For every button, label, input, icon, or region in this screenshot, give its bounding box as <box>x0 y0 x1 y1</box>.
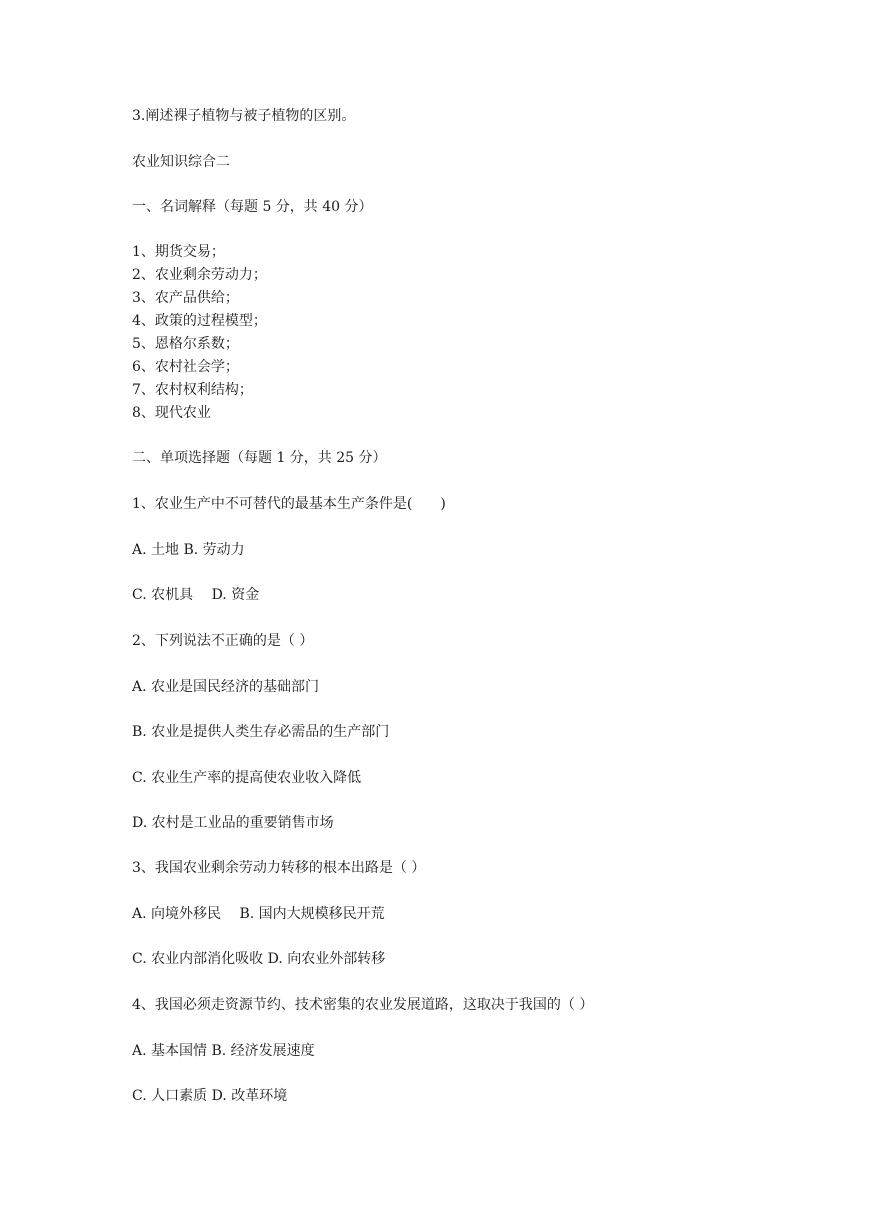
question-option: C. 人口素质 D. 改革环境 <box>132 1088 288 1104</box>
term-item: 6、农村社会学； <box>132 359 239 375</box>
question-stem: 1、农业生产中不可替代的最基本生产条件是( ) <box>132 496 446 512</box>
question-option: D. 农村是工业品的重要销售市场 <box>132 815 334 831</box>
term-item: 3、农产品供给； <box>132 290 239 306</box>
term-item: 4、政策的过程模型； <box>132 313 267 329</box>
question-option: A. 基本国情 B. 经济发展速度 <box>132 1043 315 1059</box>
question-stem: 4、我国必须走资源节约、技术密集的农业发展道路，这取决于我国的（ ） <box>132 997 594 1013</box>
question-option: C. 农机具 D. 资金 <box>132 587 260 603</box>
part2-heading: 二、单项选择题（每题 1 分，共 25 分） <box>132 450 387 466</box>
section-title: 农业知识综合二 <box>132 154 230 170</box>
question-option: C. 农业内部消化吸收 D. 向农业外部转移 <box>132 951 386 967</box>
question-stem: 2、下列说法不正确的是（ ） <box>132 633 314 649</box>
term-item: 7、农村权利结构； <box>132 382 253 398</box>
question-option: B. 农业是提供人类生存必需品的生产部门 <box>132 724 390 740</box>
part1-heading: 一、名词解释（每题 5 分，共 40 分） <box>132 199 373 215</box>
question-stem: 3、我国农业剩余劳动力转移的根本出路是（ ） <box>132 860 426 876</box>
term-item: 1、期货交易； <box>132 244 225 260</box>
question-option: A. 向境外移民 B. 国内大规模移民开荒 <box>132 906 385 922</box>
term-item: 5、恩格尔系数； <box>132 336 239 352</box>
previous-question: 3.阐述裸子植物与被子植物的区别。 <box>132 108 356 124</box>
question-option: A. 土地 B. 劳动力 <box>132 542 245 558</box>
term-item: 8、现代农业 <box>132 405 211 421</box>
term-item: 2、农业剩余劳动力； <box>132 267 267 283</box>
question-option: A. 农业是国民经济的基础部门 <box>132 679 320 695</box>
question-option: C. 农业生产率的提高使农业收入降低 <box>132 770 362 786</box>
